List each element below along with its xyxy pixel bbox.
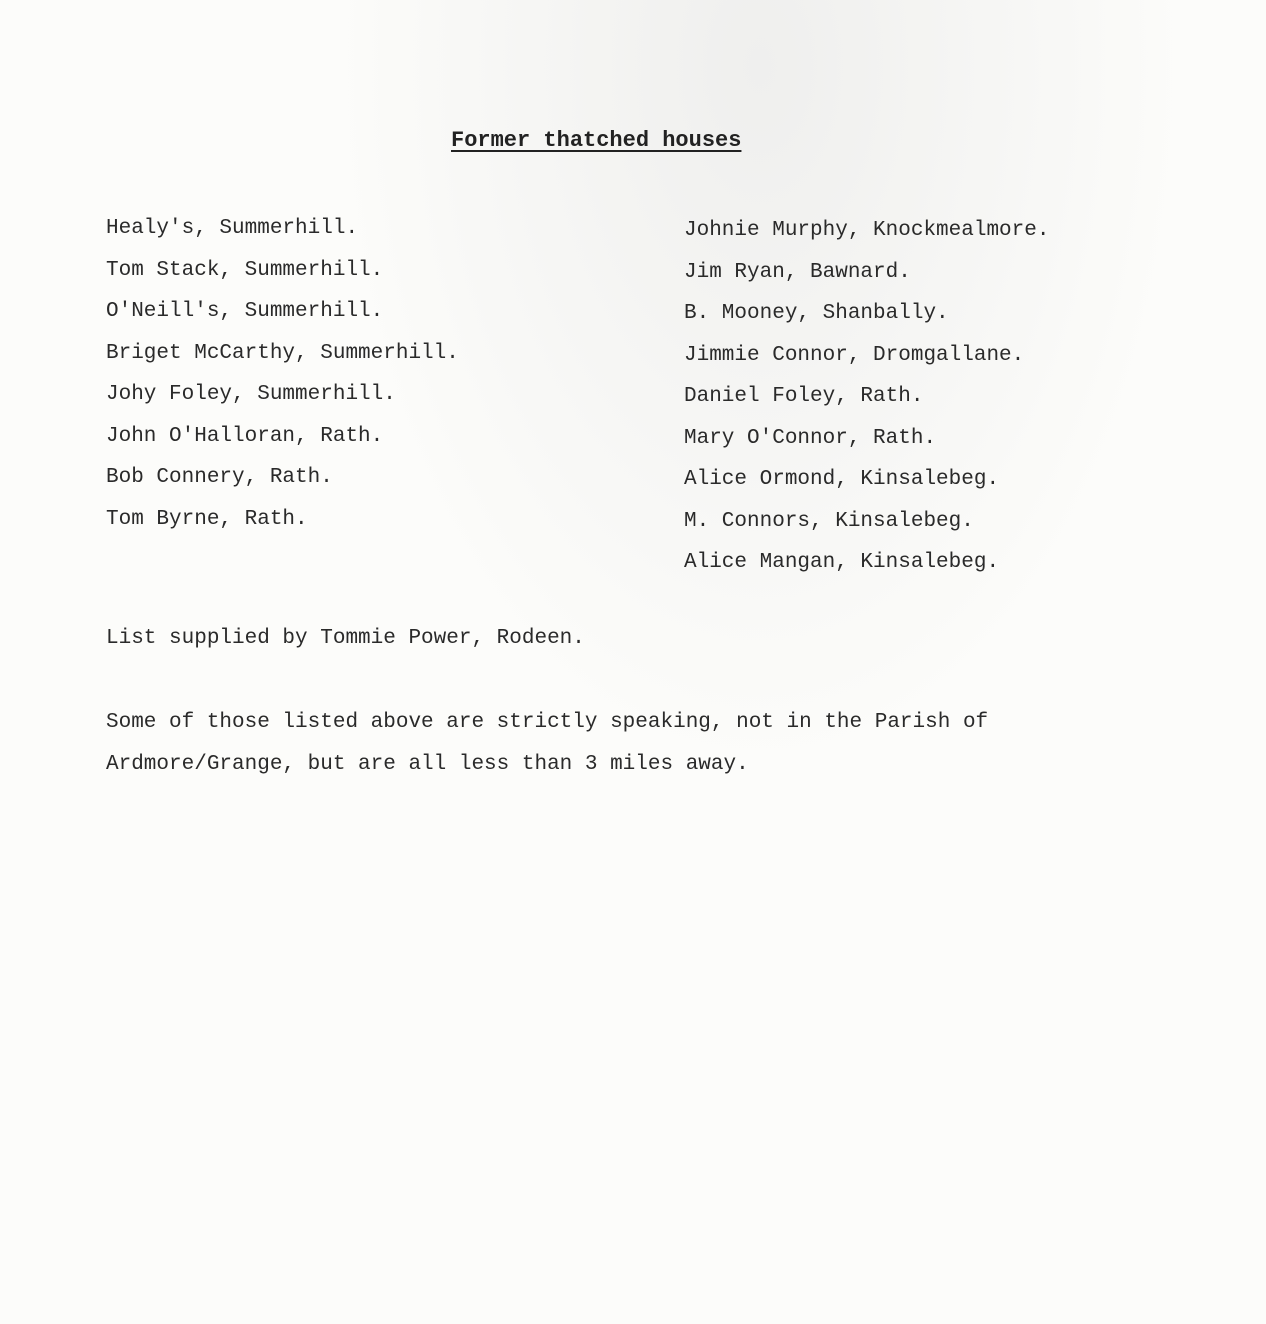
list-item: Tom Byrne, Rath. [106,507,308,531]
parish-remark [106,702,988,786]
list-item: Bob Connery, Rath. [106,466,333,489]
list-item: John O'Halloran, Rath. [106,424,384,448]
supplied-by-note: List supplied by Tommie Power, Rodeen. [106,627,585,650]
list-item: O'Neill's, Summerhill. [106,300,384,323]
remark-line: Some of those listed above are strictly speaking, not in the Parish of [106,711,989,734]
right-house-list [684,210,1049,584]
list-item: Mary O'Connor, Rath. [684,426,937,450]
remark-line: Ardmore/Grange, but are all less than 3 miles away. [106,753,749,776]
list-item: Alice Ormond, Kinsalebeg. [684,468,1000,491]
list-item: B. Mooney, Shanbally. [684,302,949,325]
list-item: Alice Mangan, Kinsalebeg. [684,551,1000,574]
list-item: Daniel Foley, Rath. [684,385,924,408]
list-item: Healy's, Summerhill. [106,217,359,240]
list-item: M. Connors, Kinsalebeg. [684,509,974,533]
left-house-list [106,208,459,540]
list-item: Briget McCarthy, Summerhill. [106,341,459,365]
page-title: Former thatched houses [451,128,742,153]
list-item: Johnie Murphy, Knockmealmore. [684,219,1050,242]
list-item: Jim Ryan, Bawnard. [684,260,911,284]
list-item: Johy Foley, Summerhill. [106,383,396,406]
list-item: Jimmie Connor, Dromgallane. [684,343,1025,367]
list-item: Tom Stack, Summerhill. [106,258,384,282]
